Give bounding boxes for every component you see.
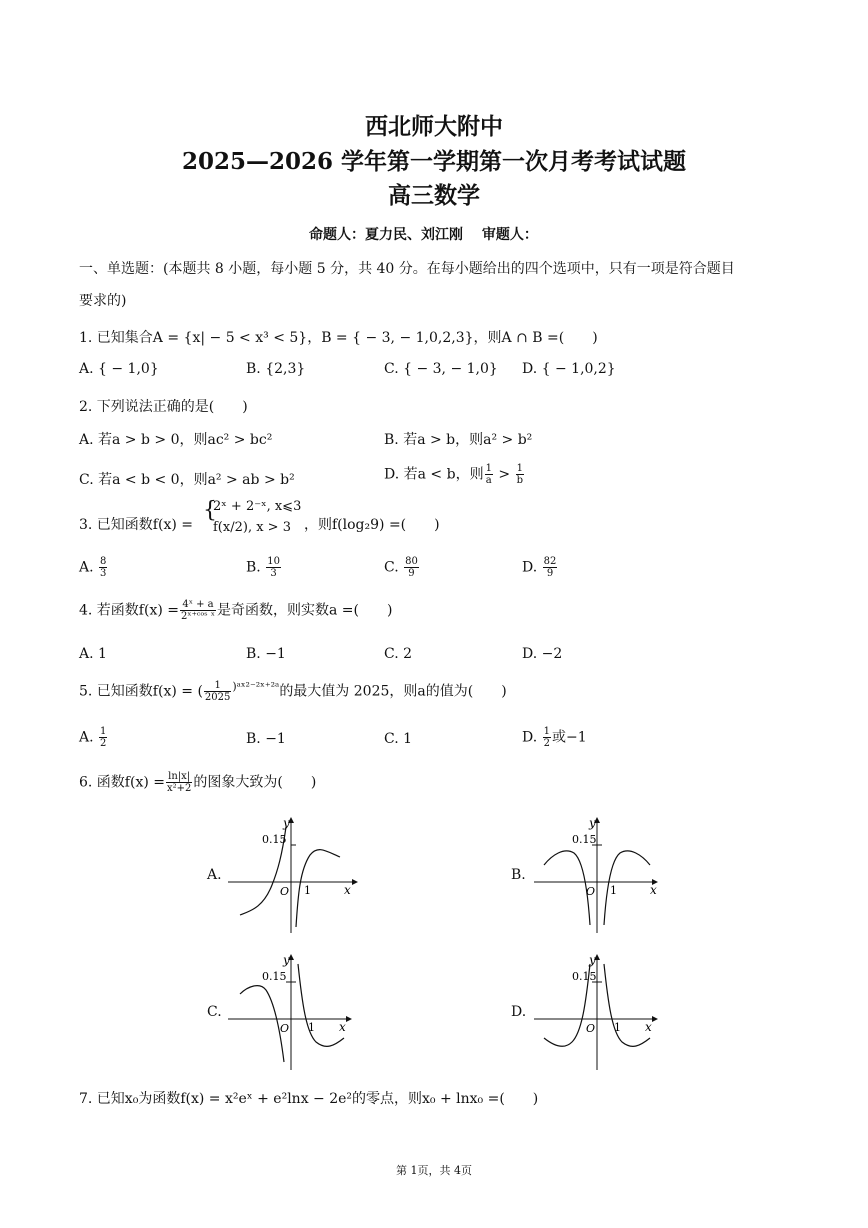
q5-option-a: A. $\frac{1}{2}$	[79, 726, 107, 749]
q3-case1: 2ˣ + 2⁻ˣ, x⩽3	[213, 499, 302, 514]
q3-option-a: A. $\frac{8}{3}$	[79, 556, 107, 579]
graph-c-letter: C.	[207, 1004, 222, 1020]
section1-line2: 要求的)	[79, 293, 127, 309]
graph-c-ytick: 0.15	[262, 970, 287, 983]
q4-text: 4. 若函数f(x) = $\frac{\text{4ˣ + a}}{\text{2ˣ⁺ᶜᵒˢ ˣ}}$ 是奇函数，则实数a =( )	[79, 599, 393, 622]
q3-prefix: 3. 已知函数f(x) =	[79, 517, 193, 533]
graph-b-ytick: 0.15	[572, 833, 597, 846]
q3-case2: f(x/2), x > 3	[213, 520, 291, 535]
q2-option-b: B. 若a > b，则a² > b²	[384, 432, 533, 448]
graph-a	[228, 815, 358, 935]
q2-text: 2. 下列说法正确的是( )	[79, 399, 248, 415]
graph-c-origin: O	[280, 1022, 290, 1035]
q5-option-c: C. 1	[384, 731, 413, 747]
graph-b-xtick: 1	[610, 884, 617, 897]
q1-option-d: D. { − 1,0,2}	[522, 361, 616, 377]
graph-b-xlabel: x	[650, 883, 657, 897]
school-name: 西北师大附中	[365, 113, 503, 140]
graph-a-ylabel: y	[283, 816, 290, 830]
subject-title: 高三数学	[388, 182, 480, 209]
q3-option-b: B. $\frac{10}{3}$	[246, 556, 280, 579]
q5-option-d: D. $\frac{1}{2}$ 或−1	[522, 726, 587, 749]
graph-c-xtick: 1	[308, 1021, 315, 1034]
page-footer: 第 1页，共 4页	[396, 1164, 472, 1177]
q2-option-a: A. 若a > b > 0，则ac² > bc²	[79, 432, 273, 448]
graph-a-origin: O	[280, 885, 290, 898]
graph-d-ylabel: y	[589, 953, 596, 967]
graph-d-xlabel: x	[645, 1020, 652, 1034]
graph-b-letter: B.	[511, 867, 526, 883]
authors: 命题人：夏力民、刘江刚 审题人：	[309, 227, 538, 243]
q1-option-b: B. {2,3}	[246, 361, 306, 377]
q4-option-b: B. −1	[246, 646, 286, 662]
graph-a-letter: A.	[207, 867, 222, 883]
q4-option-c: C. 2	[384, 646, 413, 662]
q3-option-d: D. $\frac{82}{9}$	[522, 556, 557, 579]
graph-b	[534, 815, 664, 935]
q4-option-a: A. 1	[79, 646, 107, 662]
q7-text: 7. 已知x₀为函数f(x) = x²eˣ + e²lnx − 2e²的零点，则x₀ + lnx₀ =( )	[79, 1091, 539, 1107]
graph-b-origin: O	[586, 885, 596, 898]
graph-a-xtick: 1	[304, 884, 311, 897]
q1-option-c: C. { − 3, − 1,0}	[384, 361, 498, 377]
graph-c	[228, 952, 358, 1072]
q4-option-d: D. −2	[522, 646, 563, 662]
q6-text: 6. 函数f(x) = $\frac{\ln|x|}{\text{x²+2}}$ 的图象大致为( )	[79, 771, 317, 794]
q1-option-a: A. { − 1,0}	[79, 361, 159, 377]
graph-d	[534, 952, 664, 1072]
q3-brace: {	[203, 498, 217, 523]
graph-c-xlabel: x	[339, 1020, 346, 1034]
q5-option-b: B. −1	[246, 731, 286, 747]
graph-a-xlabel: x	[344, 883, 351, 897]
q1-text: 1. 已知集合A = {x| − 5 < x³ < 5}，B = { − 3, − 1,0,2,3}，则A ∩ B =( )	[79, 330, 598, 346]
q3-option-c: C. $\frac{80}{9}$	[384, 556, 418, 579]
q2-option-c: C. 若a < b < 0，则a² > ab > b²	[79, 472, 295, 488]
graph-d-origin: O	[586, 1022, 596, 1035]
graph-c-ylabel: y	[283, 953, 290, 967]
section1-line1: 一、单选题：(本题共 8 小题，每小题 5 分，共 40 分。在每小题给出的四个选项中，只有一项是符合题目	[79, 261, 735, 277]
q5-text: 5. 已知函数f(x) = ( $\frac{1}{2025}$ $^{)ᵃˣ^{2-2}ˣ^{+2}ᵃ}$的最大值为 2025，则a的值为( )	[79, 680, 507, 704]
q2-option-d: D. 若a < b，则 $\frac{1}{a}$ > $\frac{1}{b}$	[384, 463, 523, 486]
graph-d-xtick: 1	[614, 1021, 621, 1034]
graph-d-ytick: 0.15	[572, 970, 597, 983]
graph-a-ytick: 0.15	[262, 833, 287, 846]
graph-d-letter: D.	[511, 1004, 527, 1020]
exam-title: 2025—2026 学年第一学期第一次月考考试试题	[181, 148, 687, 175]
graph-b-ylabel: y	[589, 816, 596, 830]
q3-suffix: ，则f(log₂9) =( )	[304, 517, 440, 533]
